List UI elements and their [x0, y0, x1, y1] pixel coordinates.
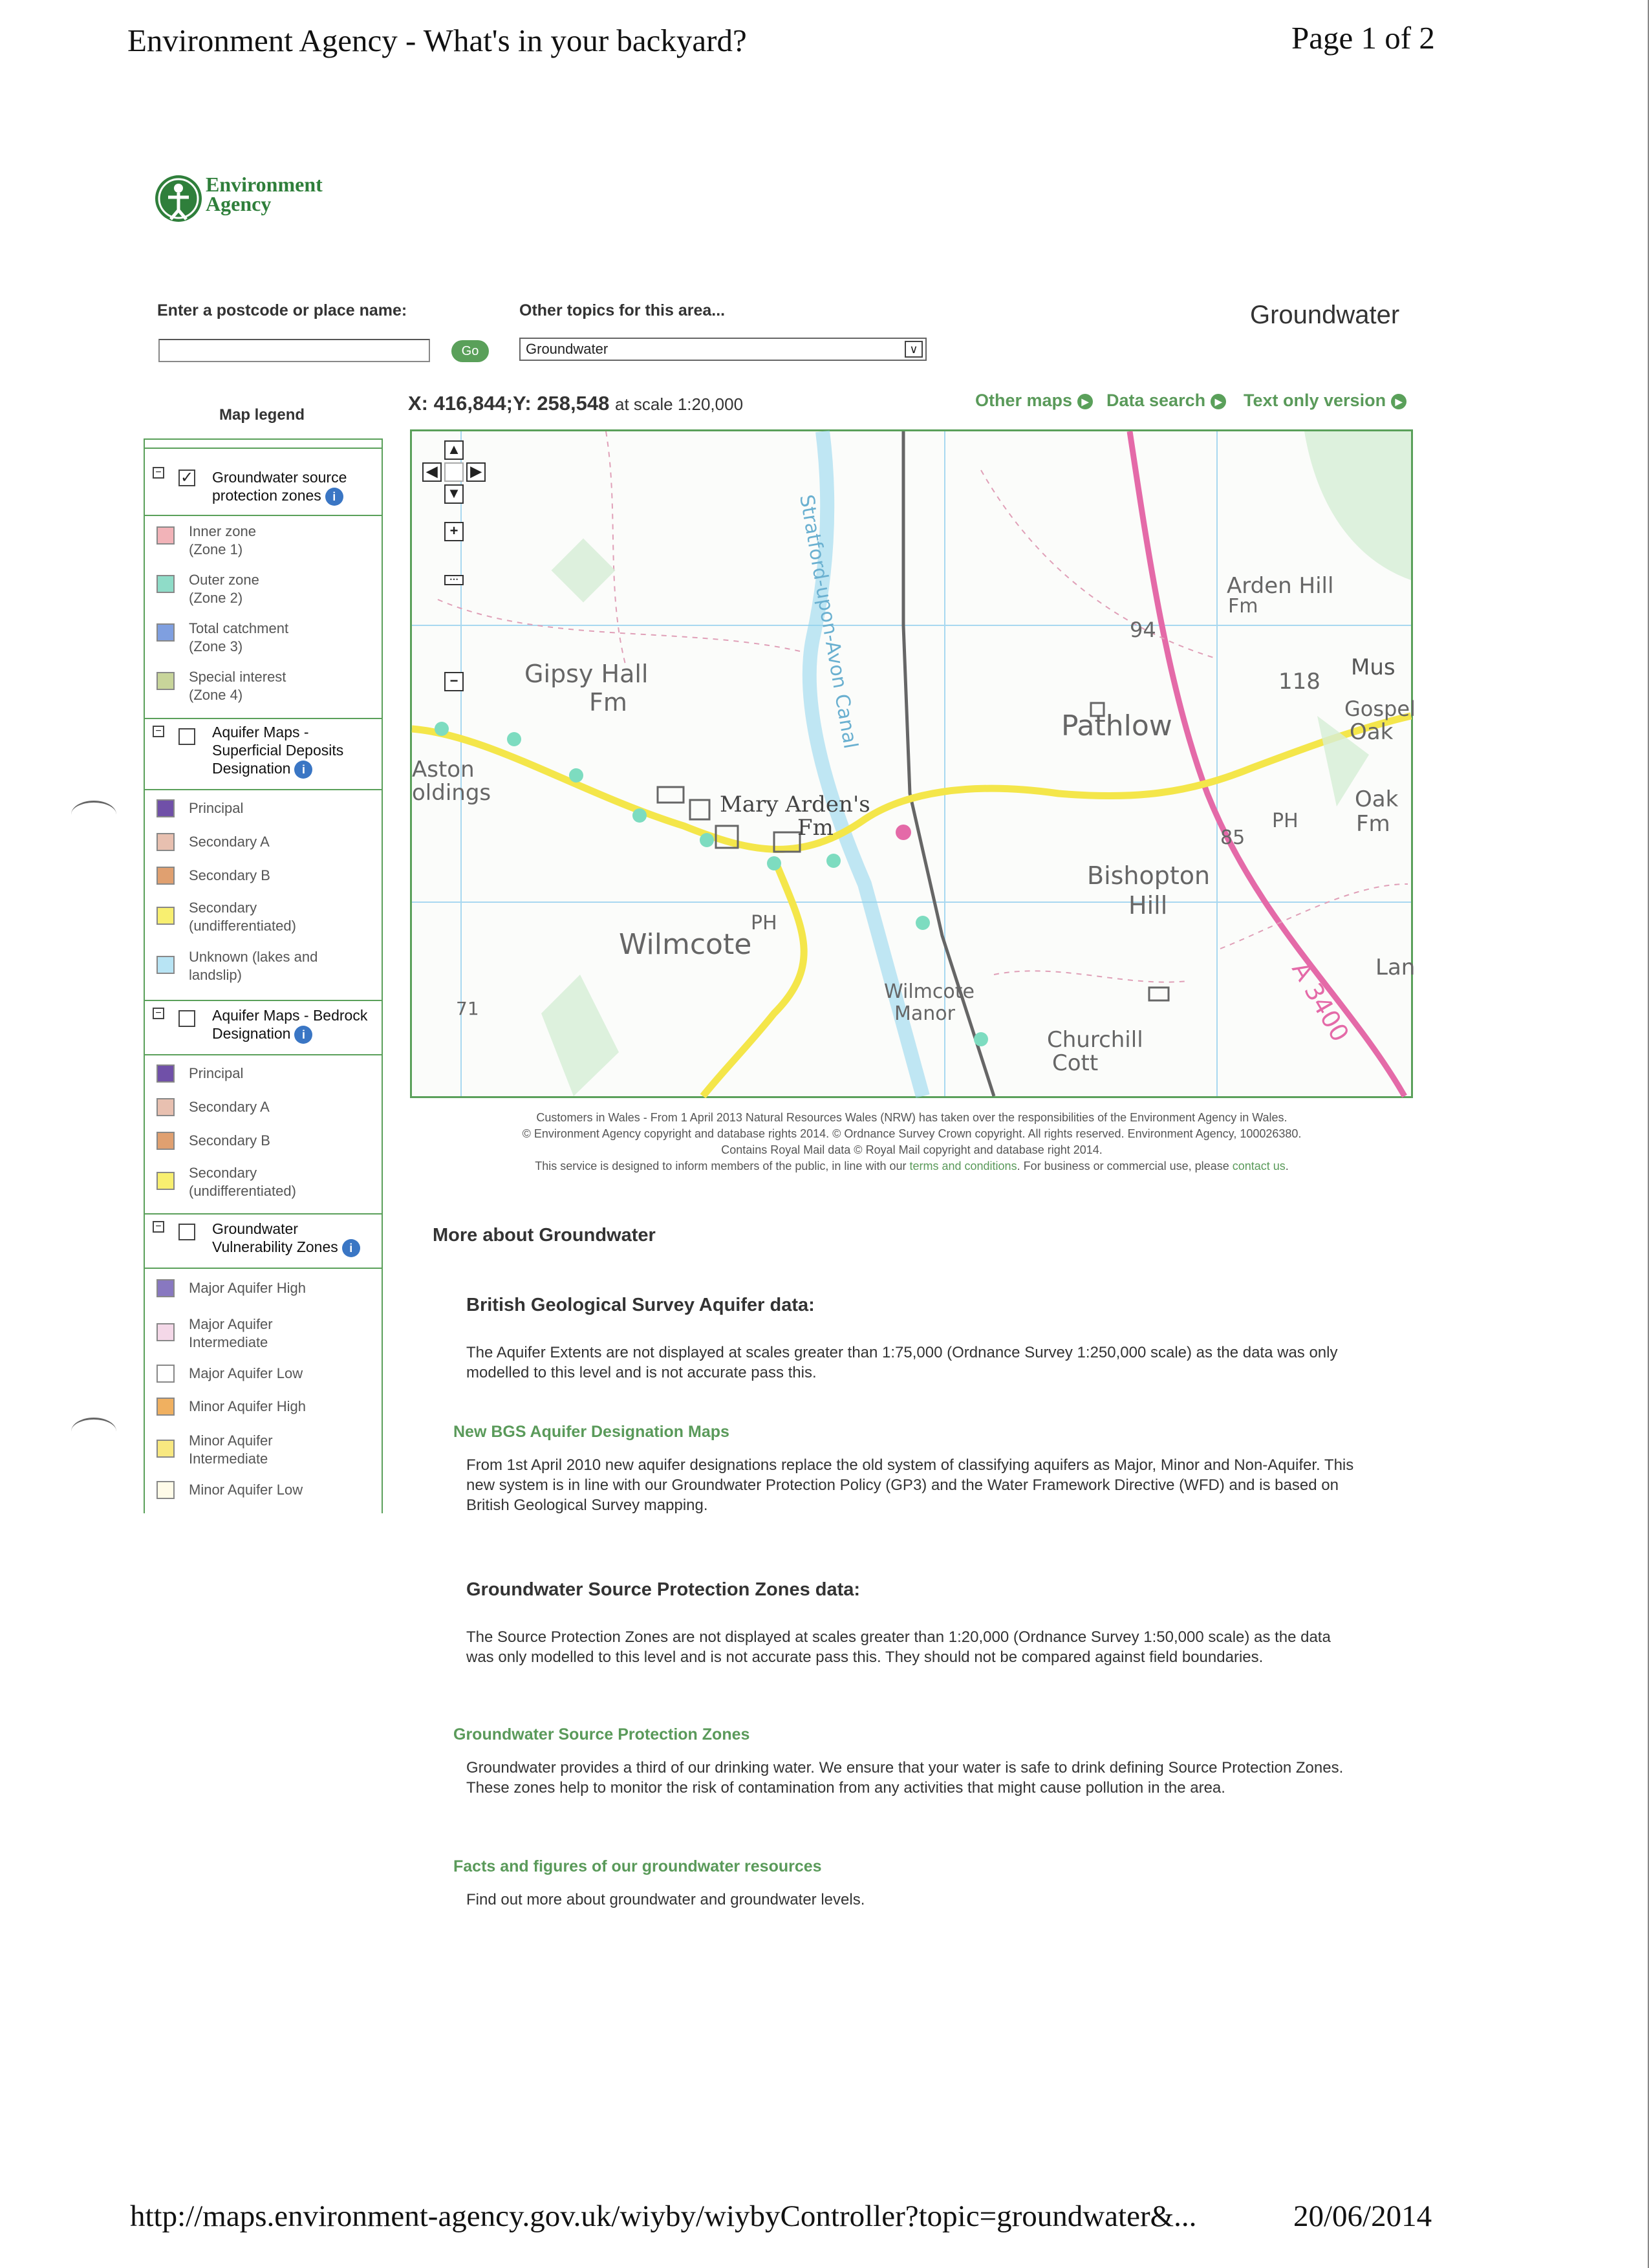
collapse-icon[interactable]: − — [153, 1221, 164, 1233]
legend-swatch — [156, 1279, 175, 1297]
logo-line-1: Environment — [206, 173, 323, 196]
zoom-in-button[interactable]: + — [444, 522, 464, 541]
info-icon[interactable]: i — [325, 488, 343, 506]
map-label: Churchill — [1047, 1027, 1143, 1053]
map-label: Bishopton — [1087, 861, 1211, 890]
map-label: Fm — [797, 815, 834, 841]
legend-item-label: Major Aquifer High — [189, 1280, 306, 1296]
facts-and-figures-link[interactable]: Facts and figures of our groundwater resources — [453, 1857, 822, 1875]
pan-up-button[interactable]: ▲ — [444, 440, 464, 460]
text-only-version-link[interactable] — [1244, 391, 1406, 411]
spz-heading: Groundwater Source Protection Zones data: — [466, 1579, 861, 1600]
map-label: Hill — [1128, 891, 1168, 920]
info-icon[interactable]: i — [294, 761, 312, 779]
info-icon[interactable]: i — [342, 1239, 360, 1257]
superficial-deposits-checkbox[interactable] — [178, 728, 195, 745]
copyright-line: Customers in Wales - From 1 April 2013 Natural Resources Wales (NRW) has taken over the responsibilities of the Environment Agency in Wales. — [536, 1111, 1288, 1124]
map-label: Manor — [894, 1002, 955, 1025]
map-label: Gipsy Hall — [524, 660, 649, 688]
pan-center-button[interactable] — [444, 462, 464, 482]
legend-group-label — [212, 468, 347, 506]
text-only-label: Text only version — [1244, 391, 1386, 410]
legend-swatch — [156, 1481, 175, 1499]
map-label: oldings — [412, 780, 491, 806]
bedrock-checkbox[interactable] — [178, 1010, 195, 1027]
topics-select[interactable] — [519, 338, 927, 361]
facts-text: Find out more about groundwater and groundwater levels. — [466, 1891, 865, 1908]
legend-group-label — [212, 1220, 360, 1257]
legend-item-label: Special interest (Zone 4) — [189, 669, 286, 703]
legend-item-label: Major Aquifer Low — [189, 1365, 303, 1381]
map-viewport[interactable] — [410, 429, 1416, 1098]
legend-item-label: Minor Aquifer Low — [189, 1482, 303, 1498]
map-label: Wilmcote — [884, 980, 975, 1003]
map-label: 85 — [1220, 826, 1245, 849]
legend-group-superficial-deposits — [145, 718, 382, 790]
legend-swatch — [156, 1064, 175, 1083]
other-maps-link[interactable] — [975, 391, 1093, 411]
map-scale: at scale 1:20,000 — [615, 394, 744, 414]
legend-item-label: Unknown (lakes and landslip) — [189, 949, 318, 983]
legend-item-label: Inner zone (Zone 1) — [189, 523, 256, 557]
coordinates-xy: X: 416,844;Y: 258,548 — [408, 392, 610, 415]
bgs-designation-maps-link[interactable]: New BGS Aquifer Designation Maps — [453, 1423, 729, 1441]
search-input[interactable] — [158, 339, 430, 362]
spz-link-text: Groundwater provides a third of our drinking water. We ensure that your water is safe to drink defining Source Protection Zones. These zones help to monitor the risk of contamination from any activities that might cause pollution in the area. — [466, 1759, 1344, 1797]
print-footer-url: http://maps.environment-agency.gov.uk/wiyby/wiybyController?topic=groundwater&... — [130, 2199, 1197, 2233]
map-label: Mary Arden's — [720, 792, 870, 817]
map-label: Arden Hill — [1227, 573, 1334, 599]
page-title: Groundwater — [1250, 301, 1400, 329]
source-protection-zones-checkbox[interactable]: ✓ — [178, 470, 195, 486]
map-label: Aston — [412, 757, 475, 783]
legend-swatch — [156, 623, 175, 642]
go-button[interactable]: Go — [451, 340, 489, 362]
map-label: Fm — [1356, 811, 1390, 837]
map-label: Gospel — [1344, 697, 1416, 721]
legend-swatch — [156, 1132, 175, 1150]
pan-down-button[interactable]: ▼ — [444, 484, 464, 504]
legend-swatch — [156, 1098, 175, 1116]
legend-swatch — [156, 1365, 175, 1383]
legend-swatch — [156, 575, 175, 593]
copyright-line: This service is designed to inform members of the public, in line with our terms and conditions. For business or commercial use, please contact us. — [535, 1160, 1289, 1172]
legend-item-label: Secondary (undifferentiated) — [189, 1165, 296, 1199]
legend-swatch — [156, 1398, 175, 1416]
legend-group-label — [212, 1006, 367, 1044]
legend-item-label: Secondary (undifferentiated) — [189, 900, 296, 934]
logo-line-2: Agency — [206, 192, 272, 215]
legend-item-label: Minor Aquifer Intermediate — [189, 1432, 273, 1467]
legend-swatch — [156, 526, 175, 545]
data-search-label: Data search — [1106, 391, 1206, 410]
bgs-text: The Aquifer Extents are not displayed at scales greater than 1:75,000 (Ordnance Survey 1:250,000 scale) as the data was only modelled to this level and is not accurate pass this. — [466, 1344, 1338, 1381]
legend-swatch — [156, 1440, 175, 1458]
map-label: PH — [751, 912, 777, 934]
legend-group-label-line: Designation — [212, 760, 291, 777]
bgs-link-text: From 1st April 2010 new aquifer designations replace the old system of classifying aquifers as Major, Minor and Non-Aquifer. This new system is in line with our Groundwater Protection Policy (GP3) and the Water Framework Directive (WFD) and is based on British Geological Survey mapping. — [466, 1456, 1354, 1514]
map-label: Pathlow — [1061, 709, 1172, 742]
logo-emblem-icon — [154, 171, 206, 230]
map-canvas — [412, 431, 1416, 1096]
arrow-right-icon: ▶ — [1211, 394, 1226, 409]
legend-swatch — [156, 672, 175, 690]
legend-title: Map legend — [219, 406, 305, 424]
copyright-line: Contains Royal Mail data © Royal Mail copyright and database right 2014. — [721, 1143, 1103, 1156]
terms-link[interactable]: terms and conditions — [909, 1160, 1017, 1172]
search-label: Enter a postcode or place name: — [157, 301, 407, 319]
zoom-out-button[interactable]: − — [444, 672, 464, 691]
other-maps-label: Other maps — [975, 391, 1073, 410]
legend-swatch — [156, 907, 175, 925]
legend-group-label-line: Designation — [212, 1025, 291, 1042]
legend-group-label-line: Aquifer Maps - — [212, 724, 309, 740]
map-label: A 3400 — [1286, 956, 1355, 1047]
data-search-link[interactable] — [1106, 391, 1226, 411]
map-label: Oak — [1355, 786, 1399, 812]
legend-item-label: Outer zone (Zone 2) — [189, 572, 259, 606]
map-label: Fm — [589, 688, 627, 717]
map-label: Stratford-upon-Avon Canal — [795, 493, 862, 751]
legend-group-label — [212, 723, 343, 779]
hole-punch-mark — [71, 1418, 116, 1445]
map-label: Fm — [1228, 595, 1258, 618]
collapse-icon[interactable]: − — [153, 726, 164, 737]
map-label: PH — [1272, 810, 1299, 832]
arrow-right-icon: ▶ — [1391, 394, 1406, 409]
copyright-line: © Environment Agency copyright and database rights 2014. © Ordnance Survey Crown copyright. All rights reserved. Environment Agency, 100026380. — [522, 1127, 1302, 1140]
legend-group-label-line: Vulnerability Zones — [212, 1238, 338, 1255]
legend-item-label: Principal — [189, 1065, 244, 1081]
legend-swatch — [156, 867, 175, 885]
legend-swatch — [156, 833, 175, 851]
legend-item-label: Secondary B — [189, 867, 270, 883]
logo-wordmark — [206, 175, 323, 213]
legend-swatch — [156, 1172, 175, 1190]
chevron-down-icon[interactable]: ∨ — [905, 341, 923, 358]
map-label: Oak — [1350, 719, 1394, 745]
topics-selected-value: Groundwater — [526, 341, 609, 357]
legend-swatch — [156, 956, 175, 974]
legend-group-bedrock — [145, 1000, 382, 1055]
print-footer-date: 20/06/2014 — [1293, 2199, 1432, 2233]
legend-item-label: Minor Aquifer High — [189, 1398, 306, 1414]
coordinates-readout — [408, 392, 743, 415]
map-label: Mus — [1351, 654, 1396, 680]
spz-link[interactable]: Groundwater Source Protection Zones — [453, 1725, 750, 1744]
spz-text: The Source Protection Zones are not displayed at scales greater than 1:20,000 (Ordnance Survey 1:50,000 scale) as the data was only modelled to this level and is not accurate pass this. They should not be compared against field boundaries. — [466, 1628, 1331, 1666]
legend-item-label: Secondary B — [189, 1132, 270, 1149]
map-label: 71 — [456, 998, 479, 1019]
legend-group-label-line: Aquifer Maps - Bedrock — [212, 1007, 368, 1024]
collapse-icon[interactable]: − — [153, 1008, 164, 1019]
legend-group-source-protection-zones — [145, 448, 382, 516]
legend-item-label: Secondary A — [189, 834, 270, 850]
collapse-icon[interactable]: − — [153, 467, 164, 479]
legend-item-label: Secondary A — [189, 1099, 270, 1115]
legend-item-label: Total catchment (Zone 3) — [189, 620, 289, 654]
info-icon[interactable]: i — [294, 1026, 312, 1044]
map-label: Wilmcote — [619, 928, 752, 961]
arrow-right-icon: ▶ — [1077, 394, 1093, 409]
bgs-heading: British Geological Survey Aquifer data: — [466, 1295, 815, 1315]
legend-group-label-line: Superficial Deposits — [212, 742, 344, 759]
map-label: Lan — [1375, 955, 1416, 980]
legend-item-label: Principal — [189, 800, 244, 816]
vulnerability-zones-checkbox[interactable] — [178, 1224, 195, 1240]
print-header-title: Environment Agency - What's in your backyard? — [127, 23, 747, 58]
legend-group-label-line: Groundwater source — [212, 469, 347, 486]
more-about-heading: More about Groundwater — [433, 1225, 656, 1246]
print-page-number: Page 1 of 2 — [1291, 20, 1435, 56]
hole-punch-mark — [71, 801, 116, 828]
map-copyright — [388, 1110, 1436, 1174]
map-label: 94 — [1130, 618, 1156, 642]
legend-group-label-line: Groundwater — [212, 1220, 298, 1237]
map-label: Cott — [1052, 1050, 1099, 1076]
topics-label: Other topics for this area... — [519, 301, 726, 319]
pan-right-button[interactable]: ▶ — [466, 462, 486, 482]
legend-group-vulnerability-zones — [145, 1213, 382, 1269]
legend-item-label: Major Aquifer Intermediate — [189, 1316, 273, 1350]
zoom-slider-handle[interactable]: ⋯ — [444, 575, 464, 585]
legend-swatch — [156, 1323, 175, 1341]
pan-left-button[interactable]: ◀ — [422, 462, 442, 482]
map-label: 118 — [1278, 669, 1320, 695]
map-legend — [144, 438, 383, 1513]
legend-swatch — [156, 799, 175, 817]
legend-group-label-line: protection zones — [212, 487, 321, 504]
contact-us-link[interactable]: contact us — [1232, 1160, 1286, 1172]
